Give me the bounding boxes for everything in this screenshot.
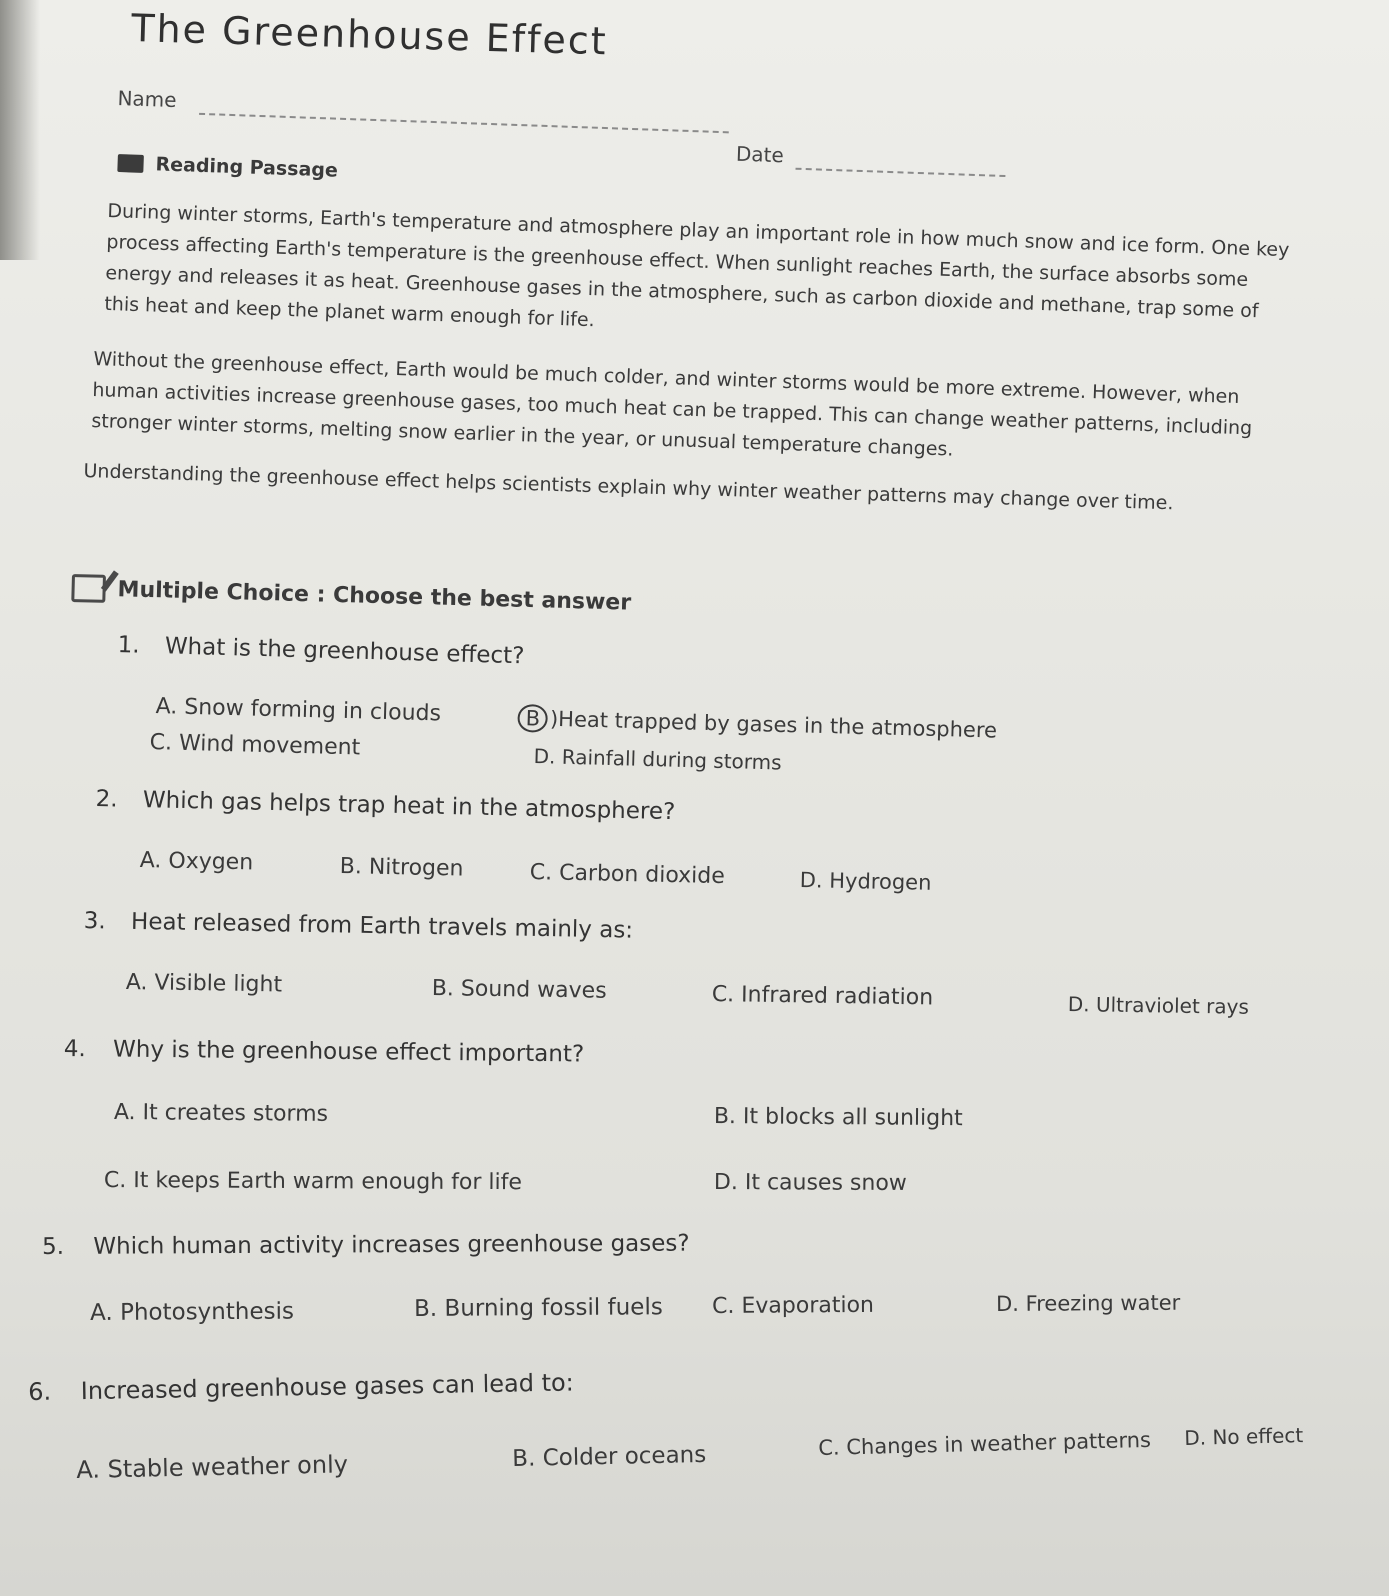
question-3 (84, 908, 634, 944)
book-icon (117, 154, 144, 173)
q4-option-a[interactable]: A. It creates storms (113, 1100, 329, 1127)
worksheet-title: The Greenhouse Effect (130, 6, 609, 64)
question-4 (64, 1036, 585, 1067)
q3-option-a[interactable]: A. Visible light (125, 970, 283, 998)
passage-paragraph-1: During winter storms, Earth's temperature and atmosphere play an important role in how much snow and ice form. One key process affecting Earth's temperature is the greenhouse effect. When sunlight reaches Earth, the surface absorbs some energy and releases it as heat. Greenhouse gases in the atmosphere, such as carbon dioxide and methane, trap some of this heat and keep the planet warm enough for life. (104, 199, 1290, 332)
question-number: 6. (28, 1377, 52, 1406)
date-label: Date (735, 141, 785, 168)
q6-option-a[interactable]: A. Stable weather only (76, 1450, 349, 1484)
name-field[interactable] (199, 113, 729, 133)
q4-option-b[interactable]: B. It blocks all sunlight (713, 1104, 963, 1132)
multiple-choice-label: Multiple Choice : Choose the best answer (117, 576, 632, 616)
q1-option-a[interactable]: A. Snow forming in clouds (155, 694, 442, 727)
q2-option-c[interactable]: C. Carbon dioxide (529, 860, 726, 890)
question-1 (117, 632, 524, 669)
multiple-choice-heading (71, 574, 631, 617)
question-6 (28, 1368, 574, 1406)
q6-option-d[interactable]: D. No effect (1184, 1423, 1304, 1450)
reading-passage-label: Reading Passage (155, 153, 339, 182)
question-text: Which gas helps trap heat in the atmosphere? (142, 787, 676, 826)
question-number: 5. (42, 1233, 65, 1260)
question-number: 4. (63, 1036, 86, 1063)
q6-option-c[interactable]: C. Changes in weather patterns (818, 1427, 1152, 1460)
question-text: Why is the greenhouse effect important? (112, 1036, 585, 1068)
question-number: 2. (95, 786, 118, 813)
q5-option-b[interactable]: B. Burning fossil fuels (414, 1294, 663, 1322)
name-label: Name (117, 86, 177, 113)
q5-option-c[interactable]: C. Evaporation (712, 1292, 875, 1319)
question-number: 3. (83, 908, 106, 935)
q5-option-d[interactable]: D. Freezing water (996, 1290, 1181, 1316)
date-field[interactable] (795, 168, 1005, 177)
q1-option-d[interactable]: D. Rainfall during storms (533, 744, 782, 775)
q2-option-a[interactable]: A. Oxygen (139, 848, 254, 876)
q2-option-b[interactable]: B. Nitrogen (339, 854, 464, 882)
question-text: Which human activity increases greenhouse gases? (93, 1230, 690, 1260)
question-text: Heat released from Earth travels mainly as: (130, 908, 634, 944)
q6-option-b[interactable]: B. Colder oceans (512, 1441, 707, 1472)
q4-option-d[interactable]: D. It causes snow (713, 1170, 907, 1197)
q1-option-b-selected[interactable]: B )Heat trapped by gases in the atmosphere (517, 704, 997, 745)
answer-circle: B (517, 704, 548, 733)
q2-option-d[interactable]: D. Hydrogen (799, 868, 932, 895)
q3-option-c[interactable]: C. Infrared radiation (711, 982, 934, 1011)
page-edge-shadow (0, 0, 40, 260)
passage-paragraph-2: Without the greenhouse effect, Earth would be much colder, and winter storms would be more extreme. However, when human activities increase greenhouse gases, too much heat can be trapped. This can change weather patterns, including stronger winter storms, melting snow earlier in the year, or unusual temperature changes. (91, 347, 1253, 461)
question-number: 1. (117, 632, 140, 659)
question-5 (42, 1231, 690, 1260)
q3-option-b[interactable]: B. Sound waves (431, 976, 607, 1004)
q4-option-c[interactable]: C. It keeps Earth warm enough for life (103, 1168, 522, 1196)
q5-option-a[interactable]: A. Photosynthesis (90, 1298, 295, 1326)
q1-option-c[interactable]: C. Wind movement (149, 730, 361, 761)
passage-paragraph-3: Understanding the greenhouse effect helps scientists explain why winter weather patterns may change over time. (83, 459, 1174, 515)
q3-option-d[interactable]: D. Ultraviolet rays (1067, 992, 1250, 1019)
question-2 (95, 786, 675, 825)
question-text: What is the greenhouse effect? (164, 633, 525, 670)
question-text: Increased greenhouse gases can lead to: (80, 1368, 574, 1406)
pencil-icon (71, 574, 106, 603)
